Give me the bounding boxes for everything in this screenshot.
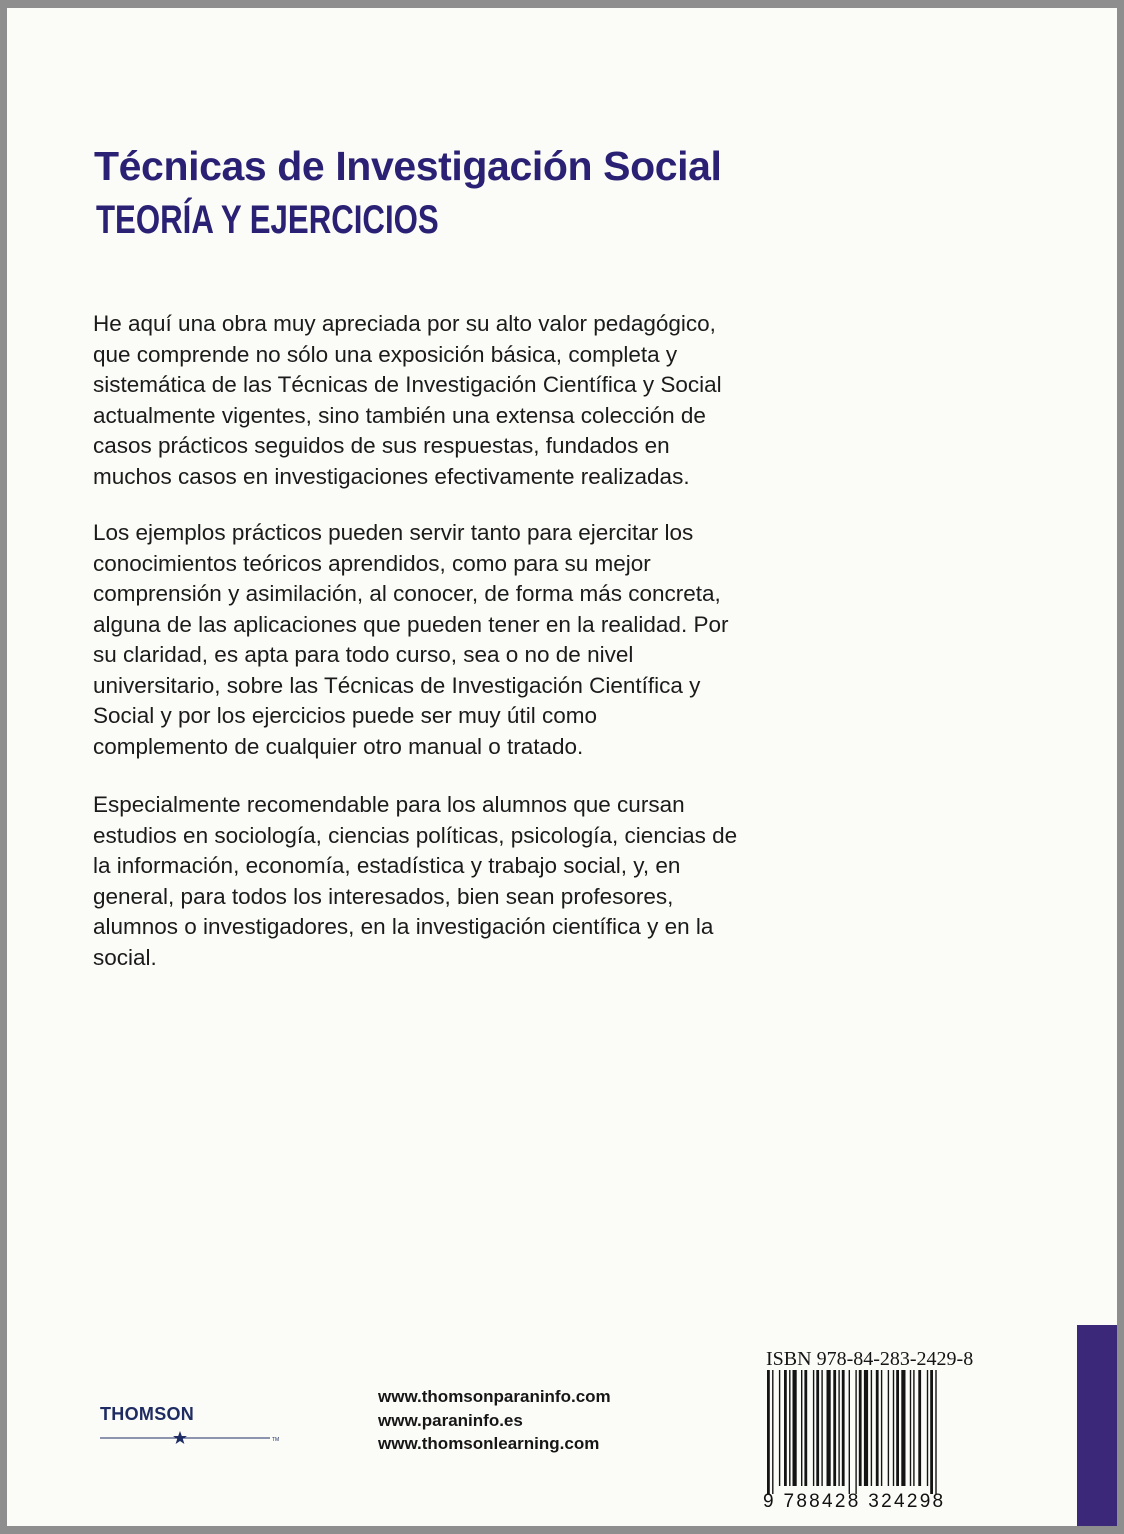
star-line-icon	[100, 1430, 285, 1446]
trademark-mark: TM	[272, 1437, 280, 1443]
description-paragraph-1	[93, 309, 722, 492]
book-subtitle: TEORÍA Y EJERCICIOS	[96, 198, 439, 242]
text-line: complemento de cualquier otro manual o tratado.	[93, 733, 584, 759]
text-line: comprensión y asimilación, al conocer, de forma más concreta,	[93, 581, 721, 606]
text-line: He aquí una obra muy apreciada por su alto valor pedagógico,	[93, 311, 716, 336]
text-line: estudios en sociología, ciencias políticas, psicología, ciencias de	[93, 822, 738, 848]
description-paragraph-3	[93, 790, 737, 973]
text-line: sistemática de las Técnicas de Investigación Científica y Social	[93, 372, 722, 397]
website-link[interactable]: www.thomsonlearning.com	[378, 1434, 600, 1453]
website-list	[378, 1385, 611, 1456]
text-line: Social y por los ejercicios puede ser muy útil como	[93, 703, 597, 728]
text-line: universitario, sobre las Técnicas de Investigación Científica y	[93, 672, 701, 698]
book-title: Técnicas de Investigación Social	[94, 143, 722, 189]
barcode-icon	[765, 1370, 991, 1494]
text-line: social.	[93, 944, 157, 970]
description-paragraph-2	[93, 518, 728, 762]
text-line: casos prácticos seguidos de sus respuestas, fundados en	[93, 433, 670, 458]
text-line: Los ejemplos prácticos pueden servir tanto para ejercitar los	[93, 520, 694, 545]
spine-color-band	[1077, 1325, 1117, 1526]
barcode-number: 9 788428 324298	[763, 1491, 946, 1512]
text-line: la información, economía, estadística y trabajo social, y, en	[93, 853, 681, 878]
publisher-logo: THOMSON	[100, 1404, 195, 1424]
text-line: su claridad, es apta para todo curso, sea o no de nivel	[93, 642, 634, 667]
text-line: alumnos o investigadores, en la investigación científica y en la	[93, 914, 714, 939]
text-line: Especialmente recomendable para los alumnos que cursan	[93, 792, 685, 817]
text-line: muchos casos en investigaciones efectivamente realizadas.	[93, 463, 690, 489]
text-line: que comprende no sólo una exposición básica, completa y	[93, 341, 678, 367]
text-line: general, para todos los interesados, bien sean profesores,	[93, 883, 674, 909]
website-link[interactable]: www.paraninfo.es	[378, 1410, 523, 1430]
text-line: actualmente vigentes, sino también una extensa colección de	[93, 402, 706, 428]
website-link[interactable]: www.thomsonparaninfo.com	[378, 1387, 611, 1406]
text-line: conocimientos teóricos aprendidos, como para su mejor	[93, 550, 651, 576]
isbn-label: ISBN 978-84-283-2429-8	[766, 1348, 974, 1370]
text-line: alguna de las aplicaciones que pueden tener en la realidad. Por	[93, 611, 729, 637]
